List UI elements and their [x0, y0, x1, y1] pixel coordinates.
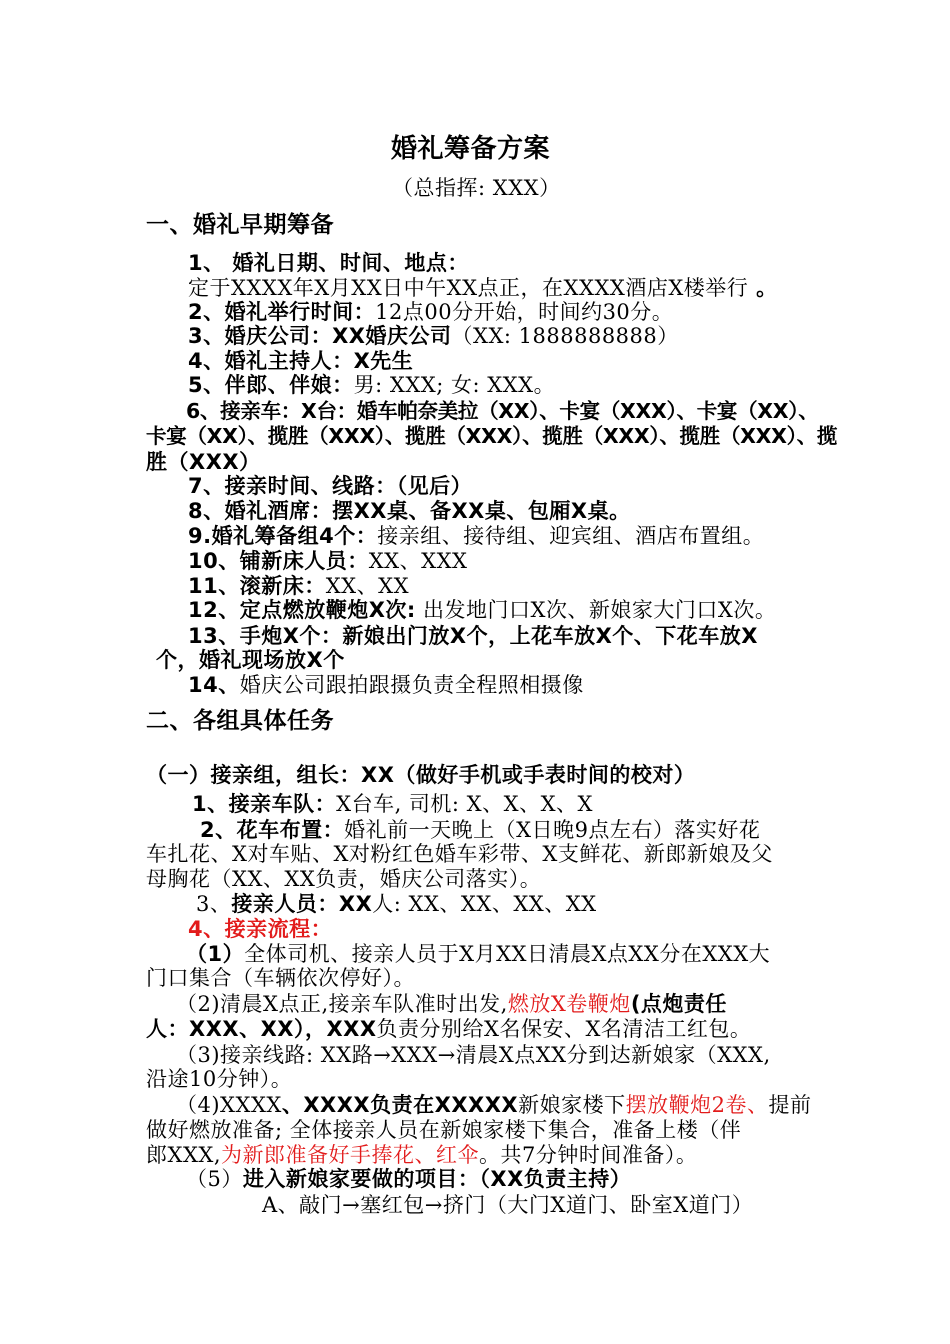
item-6-line-3: 胜（XXX）	[146, 450, 261, 474]
item-2: 2、婚礼举行时间：12点00分开始，时间约30分。	[188, 300, 674, 324]
section-1-heading: 一、婚礼早期筹备	[146, 212, 334, 238]
process-4-line-2: 做好燃放准备; 全体接亲人员在新娘家楼下集合，准备上楼（伴	[146, 1118, 742, 1142]
item-13-line-2: 个，婚礼现场放X个	[156, 648, 345, 672]
g1-item-2-line-2: 车扎花、X对车贴、X对粉红色婚车彩带、X支鲜花、新郎新娘及父	[146, 842, 773, 866]
item-12: 12、定点燃放鞭炮X次: 出发地门口X次、新娘家大门口X次。	[188, 598, 777, 622]
item-5: 5、伴郎、伴娘：男: XXX; 女: XXX。	[188, 373, 556, 397]
g1-item-4-label: 4、接亲流程：	[188, 917, 333, 941]
item-3: 3、婚庆公司：XX婚庆公司（XX: 1888888888）	[188, 324, 679, 348]
item-9: 9.婚礼筹备组4个：接亲组、接待组、迎宾组、酒店布置组。	[188, 524, 765, 548]
item-11: 11、滚新床：XX、XX	[188, 574, 410, 598]
g1-item-3: 3、接亲人员：XX人: XX、XX、XX、XX	[196, 892, 597, 916]
item-14: 14、婚庆公司跟拍跟摄负责全程照相摄像	[188, 673, 584, 697]
document-subtitle: （总指挥: XXX）	[392, 176, 561, 200]
process-3-line-1: （3)接亲线路: XX路→XXX→清晨X点XX分到达新娘家（XXX,	[176, 1043, 771, 1067]
process-3-line-2: 沿途10分钟）。	[146, 1067, 293, 1091]
item-1-label: 1、 婚礼日期、时间、地点：	[188, 251, 469, 275]
process-4-line-1: （4)XXXX、XXXX负责在XXXXX新娘家楼下摆放鞭炮2卷、提前	[176, 1093, 812, 1117]
item-6-line-1: 6、接亲车：X台：婚车帕奈美拉（XX）、卡宴（XXX）、卡宴（XX）、	[186, 399, 819, 423]
item-4: 4、婚礼主持人：X先生	[188, 349, 414, 373]
item-13-line-1: 13、手炮X个：新娘出门放X个，上花车放X个、下花车放X	[188, 624, 758, 648]
process-2-line-2: 人：XXX、XX），XXX负责分别给X名保安、X名清洁工红包。	[146, 1017, 752, 1041]
item-6-line-2: 卡宴（XX）、揽胜（XXX）、揽胜（XXX）、揽胜（XXX）、揽胜（XXX）、揽	[146, 424, 838, 448]
g1-item-1: 1、接亲车队：X台车, 司机: X、X、X、X	[192, 792, 593, 816]
process-5-heading: （5）进入新娘家要做的项目：（XX负责主持）	[186, 1167, 632, 1191]
item-7: 7、接亲时间、线路：（见后）	[188, 474, 473, 498]
g1-item-2-line-3: 母胸花（XX、XX负责，婚庆公司落实）。	[146, 867, 542, 891]
group-1-heading: （一）接亲组，组长：XX（做好手机或手表时间的校对）	[146, 763, 696, 787]
process-5-item-a: A、敲门→塞红包→挤门（大门X道门、卧室X道门）	[262, 1193, 754, 1217]
section-2-heading: 二、各组具体任务	[146, 708, 334, 734]
item-8: 8、婚礼酒席：摆XX桌、备XX桌、包厢X桌。	[188, 499, 631, 523]
item-10: 10、铺新床人员：XX、XXX	[188, 549, 468, 573]
process-1-line-2: 门口集合（车辆依次停好）。	[146, 966, 415, 990]
item-1-text: 定于XXXX年X月XX日中午XX点正，在XXXX酒店X楼举行 。	[188, 276, 778, 300]
document-title: 婚礼筹备方案	[391, 134, 551, 164]
process-4-line-3: 郎XXX,为新郎准备好手捧花、红伞。共7分钟时间准备）。	[146, 1143, 698, 1167]
g1-item-2-line-1: 2、花车布置：婚礼前一天晚上（X日晚9点左右）落实好花	[200, 818, 761, 842]
process-1-line-1: （1）全体司机、接亲人员于X月XX日清晨X点XX分在XXX大	[186, 942, 771, 966]
process-2-line-1: （2)清晨X点正,接亲车队准时出发,燃放X卷鞭炮(点炮责任	[176, 992, 727, 1016]
